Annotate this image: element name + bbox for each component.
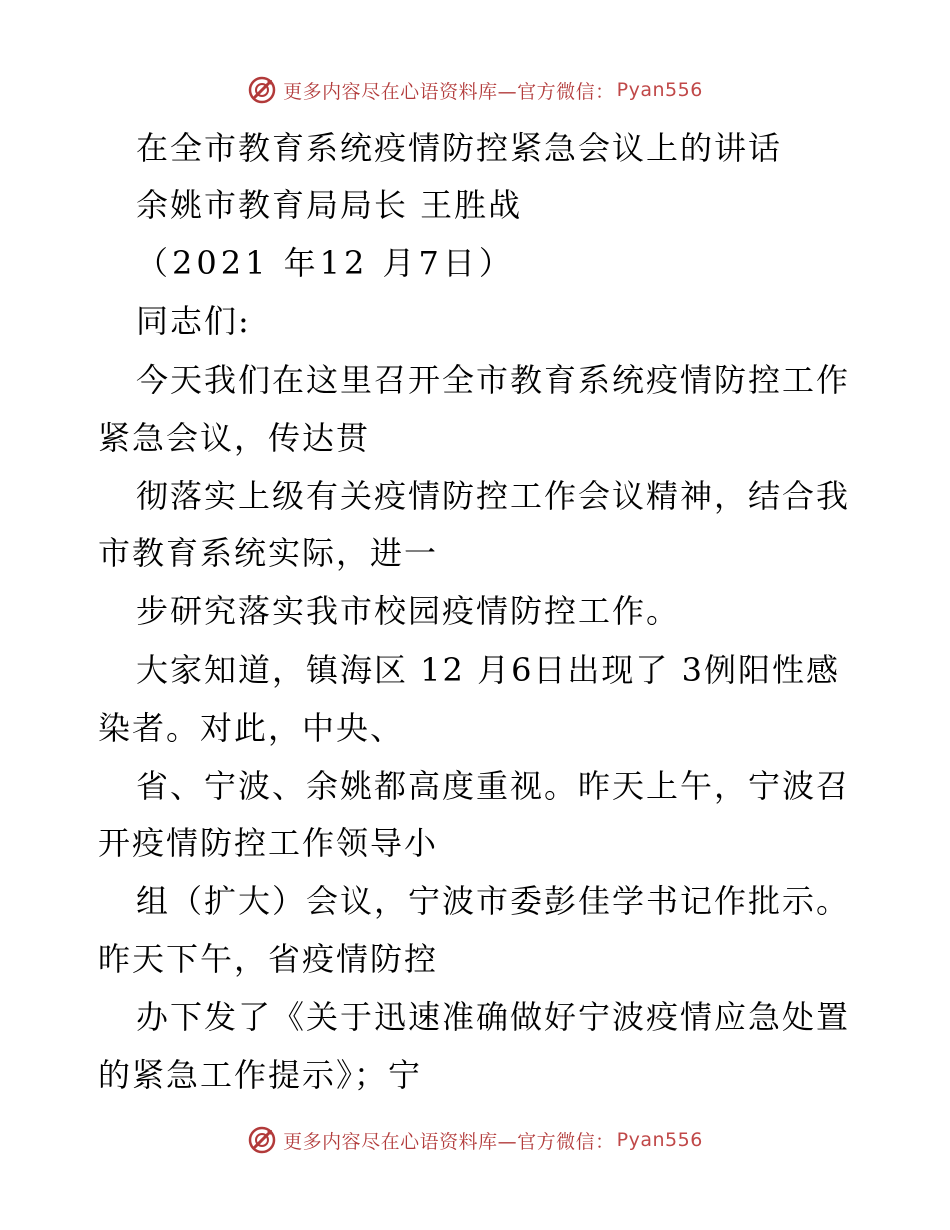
paragraph-line: 开疫情防控工作领导小 (98, 824, 439, 862)
paragraph-line: 省、宁波、余姚都高度重视。昨天上午，宁波召 (136, 767, 851, 805)
paragraph-line: 组（扩大）会议，宁波市委彭佳学书记作批示。 (136, 882, 851, 920)
watermark-wechat-id: Pyan556 (616, 79, 703, 101)
header-watermark (0, 70, 950, 110)
paragraph-line: 步研究落实我市校园疫情防控工作。 (136, 592, 681, 630)
logo-icon (247, 1125, 277, 1155)
paragraph-line: 昨天下午，省疫情防控 (98, 940, 439, 978)
paragraph-line: 办下发了《关于迅速准确做好宁波疫情应急处置 (136, 998, 851, 1036)
watermark-wechat-id: Pyan556 (616, 1129, 703, 1151)
footer-watermark (0, 1120, 950, 1160)
paragraph-line: 染者。对此，中央、 (98, 709, 405, 747)
watermark-text: 更多内容尽在心语资料库—官方微信： (283, 80, 615, 103)
date-line: （2021 年12 月7日） (136, 244, 515, 282)
speaker-line: 余姚市教育局局长 王胜战 (136, 186, 523, 224)
paragraph-line: 紧急会议，传达贯 (98, 419, 371, 457)
paragraph-line: 彻落实上级有关疫情防控工作会议精神，结合我 (136, 477, 851, 515)
paragraph-line: 大家知道，镇海区 12 月6日出现了 3例阳性感 (136, 651, 840, 689)
logo-icon (247, 75, 277, 105)
watermark-text: 更多内容尽在心语资料库—官方微信： (283, 1130, 615, 1153)
paragraph-line: 市教育系统实际，进一 (98, 534, 439, 572)
greeting: 同志们: (136, 302, 251, 340)
paragraph-line: 今天我们在这里召开全市教育系统疫情防控工作 (136, 361, 851, 399)
document-title: 在全市教育系统疫情防控紧急会议上的讲话 (136, 129, 783, 167)
paragraph-line: 的紧急工作提示》；宁 (98, 1056, 423, 1094)
